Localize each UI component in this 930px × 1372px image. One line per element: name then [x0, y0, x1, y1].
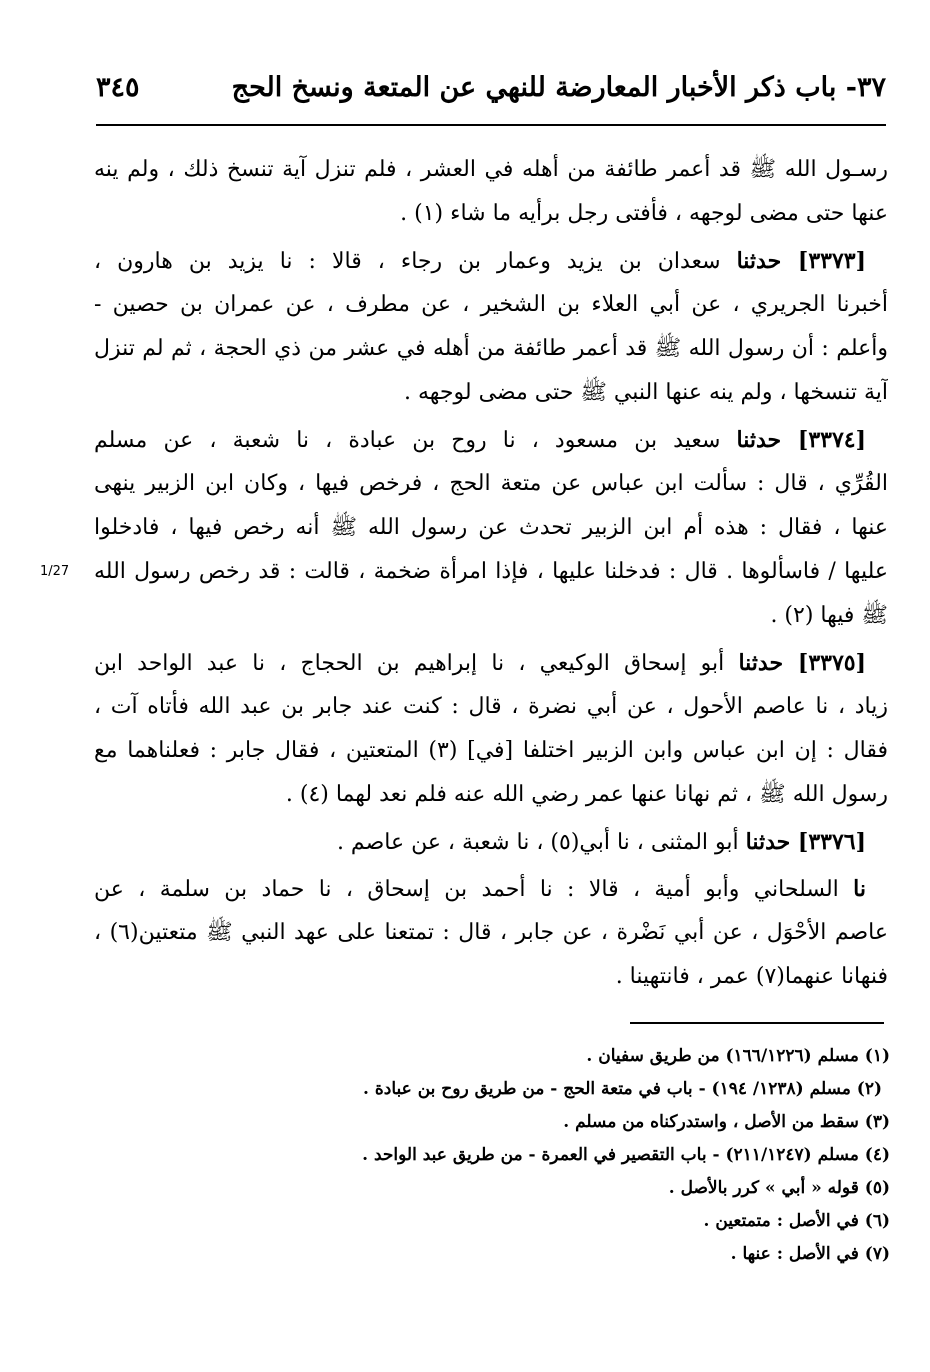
text-line: أبو المثنى ، نا أبي(٥) ، نا شعبة ، عن عاصم . — [336, 830, 746, 855]
text-line: عنها ، فقال : هذه أم ابن الزبير تحدث عن رسول الله ﷺ أنه رخص فيها ، فادخلوا — [94, 515, 888, 540]
footnotes — [320, 1040, 890, 1271]
footnote-1: (١) مسلم (١٦٦/١٢٢٦) من طريق سفيان . — [586, 1046, 890, 1066]
page-number: ٣٤٥ — [96, 72, 140, 103]
text-line: السلحاني وأبو أمية ، قالا : نا أحمد بن إسحاق ، نا حماد بن سلمة ، عن — [94, 877, 854, 902]
text-line: أبو إسحاق الوكيعي ، نا إبراهيم بن الحجاج ، نا عبد الواحد ابن — [94, 651, 739, 676]
text-line: آية تنسخها ، ولم ينه عنها النبي ﷺ حتى مضى لوجهه . — [404, 380, 888, 405]
text-line: رسول الله ﷺ ، ثم نهانا عنها عمر رضي الله عنه فلم نعد لهما (٤) . — [285, 782, 888, 807]
hadith-3376 — [94, 820, 888, 864]
text-line: زياد ، نا عاصم الأحول ، عن أبي نضرة ، قال : كنت عند جابر بن عبد الله فأتاه آت ، — [94, 694, 888, 719]
text-line: رسـول الله ﷺ قد أعمر طائفة من أهله في العشر ، فلم تنزل آية تنسخ ذلك ، ولم ينه — [94, 157, 888, 182]
footnote-4: (٤) مسلم (٢١١/١٢٤٧) - باب التقصير في العمرة - من طريق عبد الواحد . — [362, 1145, 890, 1165]
hadith-number: [٣٣٧٤] حدثنا — [736, 427, 866, 453]
chain-prefix: نا — [853, 876, 866, 902]
text-line: أخبرنا الجريري ، عن أبي العلاء بن الشخير ، عن مطرف ، عن عمران بن حصين - — [94, 292, 888, 317]
hadith-3374 — [94, 418, 888, 462]
hadith-number: [٣٣٧٥] حدثنا — [738, 650, 866, 676]
main-text — [94, 148, 888, 999]
text-line: وأعلم : أن رسول الله ﷺ قد أعمر طائفة من أهله في عشر من ذي الحجة ، ثم لم تنزل — [94, 336, 888, 361]
chain-line — [94, 867, 888, 911]
footnote-3: (٣) سقط من الأصل ، واستدركناه من مسلم . — [563, 1112, 890, 1132]
text-line: فقال : إن ابن عباس وابن الزبير اختلفا [في] (٣) المتعتين ، فقال جابر : فعلناهما مع — [94, 738, 888, 763]
hadith-number: [٣٣٧٦] حدثنا — [745, 829, 866, 855]
chapter-title: ٣٧- باب ذكر الأخبار المعارضة للنهي عن المتعة ونسخ الحج — [231, 72, 886, 103]
hadith-3375 — [94, 641, 888, 685]
text-line: سعدان بن يزيد وعمار بن رجاء ، قالا : نا يزيد بن هارون ، — [94, 249, 737, 274]
margin-folio-note: 1/27 — [40, 564, 70, 579]
text-line: فنهانا عنهما(٧) عمر ، فانتهينا . — [615, 964, 888, 989]
footnote-7: (٧) في الأصل : عنها . — [730, 1244, 890, 1264]
text-line: سعيد بن مسعود ، نا روح بن عبادة ، نا شعبة ، عن مسلم — [94, 428, 737, 453]
text-line: عاصم الأحْوَل ، عن أبي نَضْرة ، عن جابر ، قال : تمتعنا على عهد النبي ﷺ متعتين(٦) ، — [94, 920, 888, 945]
text-line: ﷺ فيها (٢) . — [770, 603, 888, 628]
footnote-rule — [630, 1022, 884, 1024]
text-line: القُرِّي ، قال : سألت ابن عباس عن متعة الحج ، فرخص فيها ، وكان ابن الزبير ينهى — [94, 471, 888, 496]
hadith-number: [٣٣٧٣] حدثنا — [736, 248, 866, 274]
footnote-5: (٥) قوله « أبي » كرر بالأصل . — [668, 1178, 890, 1198]
footnote-6: (٦) في الأصل : متمتعين . — [703, 1211, 890, 1231]
page-header — [96, 72, 886, 116]
text-line: عنها حتى مضى لوجهه ، فأفتى رجل برأيه ما شاء (١) . — [400, 201, 888, 226]
header-rule — [96, 124, 886, 126]
footnote-2: (٢) مسلم (١٢٣٨/ ١٩٤) - باب في متعة الحج - من طريق روح بن عبادة . — [363, 1079, 882, 1099]
text-line: عليها / فاسألوها . قال : فدخلنا عليها ، فإذا امرأة ضخمة ، قالت : قد رخص رسول الله — [94, 559, 888, 584]
hadith-3373 — [94, 239, 888, 283]
